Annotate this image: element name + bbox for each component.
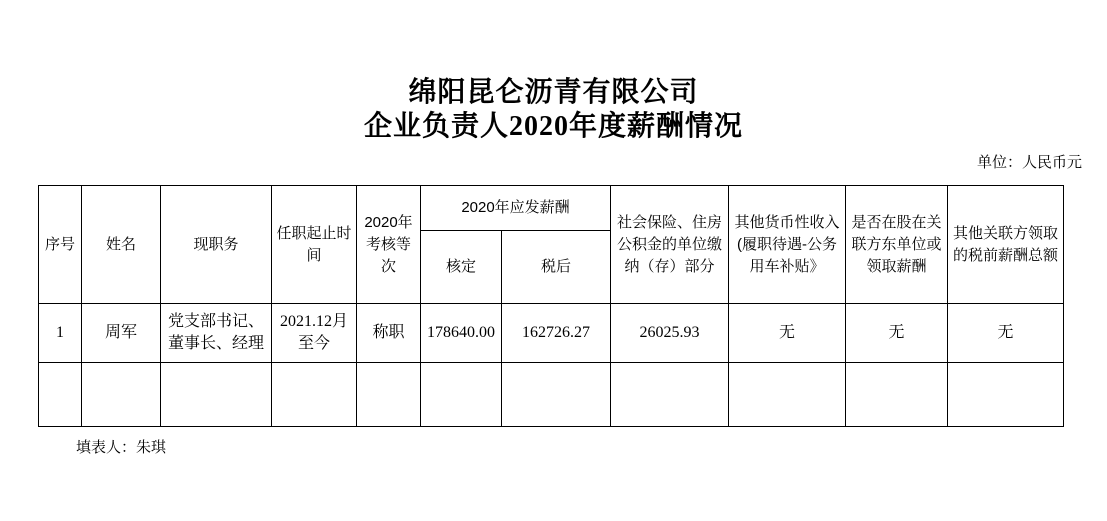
cell-term: 2021.12月至今 xyxy=(272,304,357,363)
cell-related-party-pay: 无 xyxy=(846,304,948,363)
title-line-1: 绵阳昆仑沥青有限公司 xyxy=(408,77,699,108)
cell-name xyxy=(82,363,161,427)
cell-position: 党支部书记、董事长、经理 xyxy=(161,304,272,363)
cell-approved xyxy=(421,363,502,427)
table-header-row-1 xyxy=(39,186,1064,231)
cell-grade: 称职 xyxy=(357,304,421,363)
cell-other-monetary-income xyxy=(729,363,846,427)
cell-social-insurance: 26025.93 xyxy=(611,304,729,363)
unit-label: 单位：人民币元 xyxy=(976,154,1082,171)
cell-no: 1 xyxy=(39,304,82,363)
header-cell-name: 姓名 xyxy=(82,186,161,304)
cell-term xyxy=(272,363,357,427)
header-cell-related-party-total: 其他关联方领取的税前薪酬总额 xyxy=(948,186,1064,304)
cell-no xyxy=(39,363,82,427)
header-cell-social-insurance: 社会保险、住房公积金的单位缴纳（存）部分 xyxy=(611,186,729,304)
header-cell-related-party-pay: 是否在股在关联方东单位或领取薪酬 xyxy=(846,186,948,304)
cell-related-party-pay xyxy=(846,363,948,427)
header-cell-after-tax: 税后 xyxy=(502,231,611,304)
salary-table xyxy=(38,185,1064,427)
cell-approved: 178640.00 xyxy=(421,304,502,363)
table-row xyxy=(39,304,1064,363)
header-cell-payable-group: 2020年应发薪酬 xyxy=(421,186,611,231)
cell-related-party-total xyxy=(948,363,1064,427)
header-cell-position: 现职务 xyxy=(161,186,272,304)
form-filler-label: 填表人：朱琪 xyxy=(76,440,167,456)
title-line-2: 企业负责人2020年度薪酬情况 xyxy=(363,111,743,142)
cell-name: 周军 xyxy=(82,304,161,363)
cell-related-party-total: 无 xyxy=(948,304,1064,363)
header-cell-approved: 核定 xyxy=(421,231,502,304)
header-cell-no: 序号 xyxy=(39,186,82,304)
header-cell-term: 任职起止时间 xyxy=(272,186,357,304)
cell-after-tax: 162726.27 xyxy=(502,304,611,363)
header-cell-other-monetary-income: 其他货币性收入(履职待遇-公务用车补贴》 xyxy=(729,186,846,304)
header-cell-grade: 2020年考核等次 xyxy=(357,186,421,304)
cell-after-tax xyxy=(502,363,611,427)
table-row-empty xyxy=(39,363,1064,427)
cell-grade xyxy=(357,363,421,427)
document-title xyxy=(0,76,1107,144)
cell-position xyxy=(161,363,272,427)
cell-social-insurance xyxy=(611,363,729,427)
cell-other-monetary-income: 无 xyxy=(729,304,846,363)
